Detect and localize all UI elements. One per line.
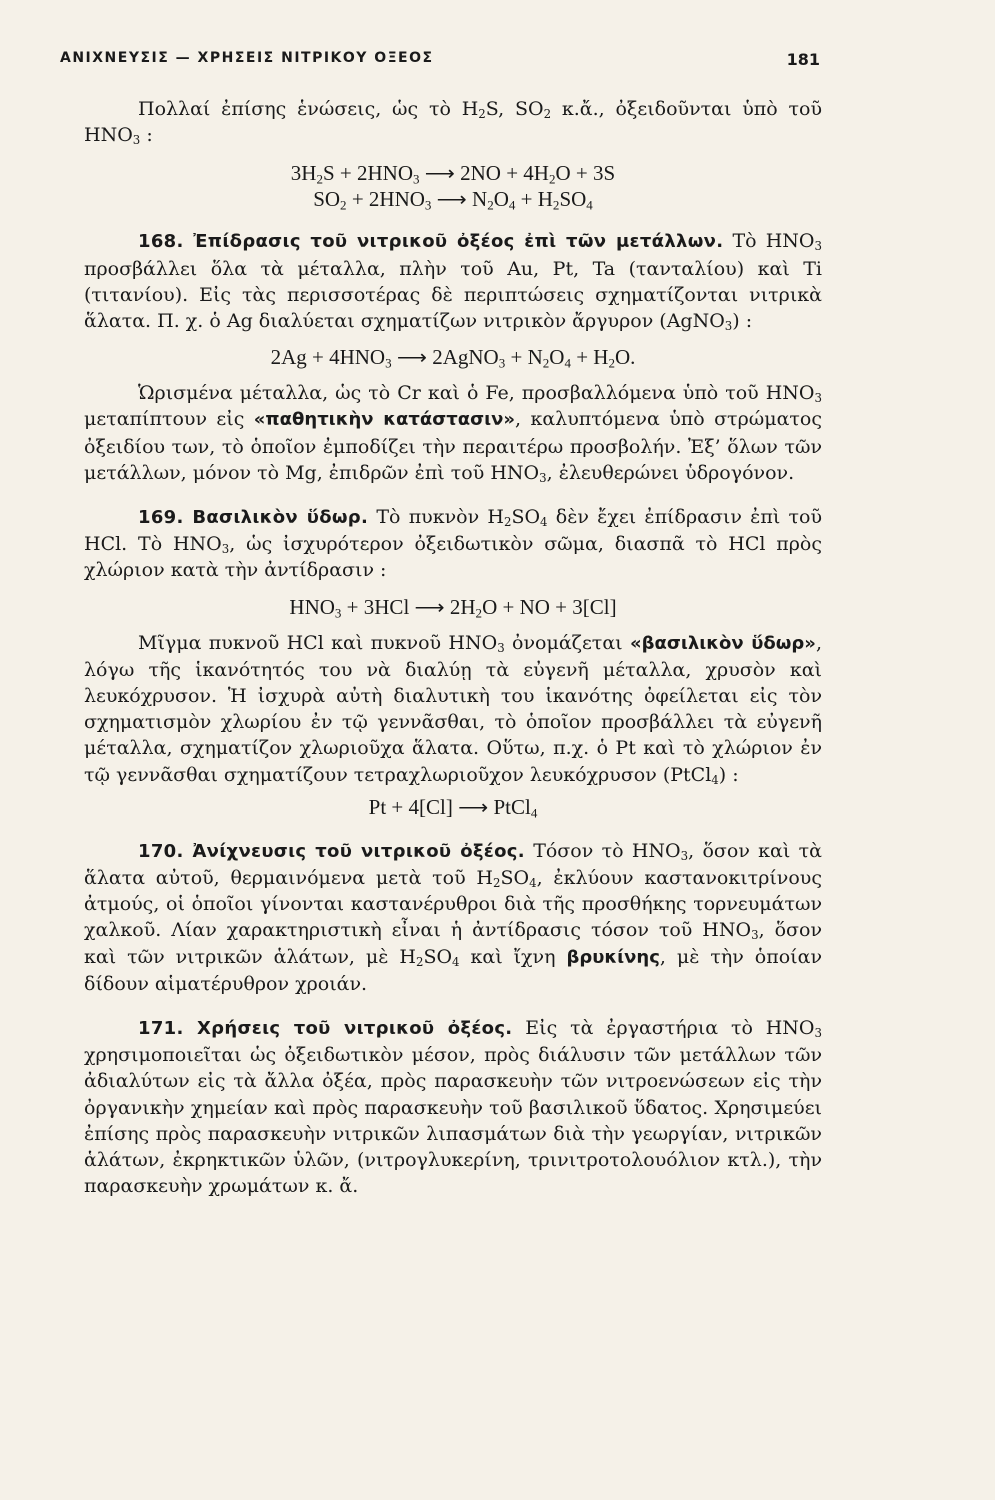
subscript: 4 (452, 954, 460, 969)
eq-part: + H (515, 187, 553, 212)
eq-part: O (549, 345, 565, 370)
subscript: 3 (221, 542, 230, 557)
subscript: 4 (529, 876, 537, 890)
equation-aqua-regia (84, 594, 822, 620)
text: Μῖγμα πυκνοῦ HCl καὶ πυκνοῦ HNO (138, 631, 498, 654)
running-head: ΑΝΙΧΝΕΥΣΙΣ — ΧΡΗΣΕΙΣ ΝΙΤΡΙΚΟΥ ΟΞΕΟΣ (60, 50, 434, 66)
text: , λόγω τῆς ἱκανότητός του νὰ διαλύῃ τὰ εὐγενῆ μέταλλα, χρυσὸν καὶ λευκόχρυσον. Ἡ ἰσχυρὰ αὐτὴ διαλυτικὴ του ἱκανότης ὀφείλεται εἰς τὸν σχηματισμὸν χλωρίου ἐν τῷ γεννᾶσθαι, τὸ ὁποῖον προσβάλλει τὰ εὐγενῆ μέταλλα, σχηματίζον χλωριοῦχα ἅλατα. Οὕτω, π.χ. ὁ Pt καὶ τὸ χλώριον ἐν τῷ γεννᾶσθαι σχηματίζουν τετραχλωριοῦχον λευκόχρυσον (PtCl (84, 631, 822, 786)
text: Εἰς τὰ ἐργαστήρια τὸ HNO (512, 1017, 815, 1040)
text: ὀνομάζεται (504, 631, 630, 654)
text: , καλυπτόμενα ὑπὸ στρώματος ὀξειδίου των, τὸ ὁποῖον ἐμποδίζει τὴν περαιτέρω προσβολήν. Ἐξ’ ὅλων τῶν μετάλλων, μόνον τὸ Mg, ἐπιδρῶν ἐπὶ τοῦ HNO (84, 408, 822, 484)
eq-part: + 2HNO (346, 187, 425, 212)
text: ) : (732, 310, 753, 333)
subscript: 2 (503, 514, 512, 529)
text: Πολλαί ἐπίσης ἑνώσεις, ὡς τὸ H (138, 98, 479, 120)
subscript: 3 (814, 391, 822, 406)
subscript: 3 (539, 470, 547, 485)
aqua-regia-paragraph (84, 630, 822, 788)
text: Τόσον τὸ HNO (524, 839, 681, 862)
equation-group-sulfur (84, 160, 822, 212)
section-171-paragraph (84, 1015, 822, 1199)
eq-part: 2Ag + 4HNO (270, 345, 386, 370)
bold-term: βρυκίνης (566, 946, 660, 968)
section-169-paragraph (84, 504, 822, 584)
subscript: 4 (530, 805, 538, 821)
subscript: 2 (478, 106, 486, 121)
subscript: 3 (385, 355, 392, 371)
section-168-title: 168. Ἐπίδρασις τοῦ νιτρικοῦ ὀξέος ἐπὶ τῶν μετάλλων. (138, 231, 724, 253)
equation-platinum (84, 794, 822, 820)
subscript: 2 (487, 197, 494, 213)
text: Τὸ HNO (723, 230, 815, 253)
bold-term: «παθητικὴν κατάστασιν» (253, 409, 516, 431)
subscript: 2 (415, 954, 424, 969)
section-171-title: 171. Χρήσεις τοῦ νιτρικοῦ ὀξέος. (138, 1018, 513, 1040)
section-169-title: 169. Βασιλικὸν ὕδωρ. (138, 507, 369, 529)
subscript: 4 (540, 514, 548, 529)
section-168-paragraph (84, 228, 822, 334)
eq-part: O + 3S (555, 161, 616, 186)
text: SO (423, 945, 453, 968)
page-number: 181 (786, 50, 820, 69)
text: Τὸ πυκνὸν H (368, 506, 504, 529)
subscript: 2 (493, 876, 501, 890)
subscript: 3 (424, 197, 432, 213)
text: μεταπίπτουν εἰς (84, 408, 254, 431)
eq-part: S + 2HNO (322, 161, 414, 186)
page-body (84, 96, 822, 1200)
eq-part: O (493, 187, 509, 212)
subscript: 3 (498, 355, 506, 371)
subscript: 3 (814, 239, 822, 254)
subscript: 4 (586, 197, 593, 213)
eq-part: O + NO + 3[Cl] (482, 594, 617, 619)
subscript: 3 (751, 928, 759, 943)
equation-so2 (84, 186, 822, 212)
text: , ὅσον καὶ τὰ ἅλατα αὐτοῦ, θερμαινόμενα μετὰ τοῦ H (84, 839, 822, 890)
text: , ἐκλύουν καστανοκιτρίνους ἀτμούς, οἱ ὁποῖοι γίνονται καστανέρυθροι διὰ τῆς προσθήκης τορνευμάτων χαλκοῦ. Λίαν χαρακτηριστικὴ εἶναι ἡ ἀντίδρασις τόσον τοῦ HNO (84, 867, 822, 942)
subscript: 3 (413, 171, 420, 187)
subscript: 3 (724, 318, 733, 333)
passivity-paragraph (84, 380, 822, 486)
equation-silver (84, 344, 822, 370)
eq-part: Pt + 4[Cl] ⟶ PtCl (368, 794, 531, 819)
text: : (140, 124, 153, 147)
eq-part: ⟶ 2NO + 4H (419, 161, 549, 186)
eq-part: + 3HCl ⟶ 2H (341, 594, 476, 619)
subscript: 2 (316, 171, 323, 187)
text: , ὡς ἰσχυρότερον ὀξειδωτικὸν σῶμα, διασπᾶ τὸ HCl πρὸς χλώριον κατὰ τὴν ἀντίδρασιν : (84, 533, 823, 582)
section-170-title: 170. Ἀνίχνευσις τοῦ νιτρικοῦ ὀξέος. (138, 840, 525, 862)
section-170-paragraph (84, 838, 822, 997)
eq-part: ⟶ 2AgNO (391, 345, 499, 370)
text: SO (511, 506, 541, 529)
eq-part: SO (559, 187, 587, 212)
subscript: 3 (497, 640, 505, 655)
subscript: 4 (508, 197, 516, 213)
eq-part: + N (505, 345, 543, 370)
text: κ.ἄ., ὀξειδοῦνται ὑπὸ τοῦ HNO (84, 98, 822, 147)
text: SO (500, 867, 530, 890)
subscript: 2 (548, 171, 556, 187)
equation-h2s (84, 160, 822, 186)
subscript: 2 (542, 355, 550, 371)
subscript: 2 (340, 197, 347, 213)
text: , μὲ τὴν ὁποίαν δίδουν αἱματέρυθρον χροιάν. (84, 945, 823, 995)
text: χρησιμοποιεῖται ὡς ὀξειδωτικὸν μέσον, πρὸς διάλυσιν τῶν μετάλλων τῶν ἀδιαλύτων εἰς τὰ ἄλλα ὀξέα, πρὸς παρασκευὴν τῶν νιτροενώσεων εἰς τὴν ὀργανικὴν χημείαν καὶ πρὸς παρασκευὴν τοῦ βασιλικοῦ ὕδατος. Χρησιμεύει ἐπίσης πρὸς παρασκευὴν νιτρικῶν λιπασμάτων διὰ τὴν γεωργίαν, νιτρικῶν ἁλάτων, ἐκρηκτικῶν ὑλῶν, (νιτρογλυκερίνη, τρινιτροτολουόλιον κτλ.), τὴν παρασκευὴν χρωμάτων κ. ἄ. (84, 1044, 822, 1198)
text: , ἐλευθερώνει ὑδρογόνον. (546, 461, 795, 484)
eq-part: ⟶ N (431, 187, 488, 212)
text: προσβάλλει ὅλα τὰ μέταλλα, πλὴν τοῦ Au, Pt, Ta (τανταλίου) καὶ Ti (τιτανίου). Εἰς τὰς περισσοτέρας δὲ περιπτώσεις σχηματίζονται νιτρικὰ ἅλατα. Π. χ. ὁ Ag διαλύεται σχηματίζων νιτρικὸν ἄργυρον (AgNO (84, 257, 822, 333)
subscript: 3 (334, 604, 342, 620)
text: δὲν ἔχει ἐπίδρασιν ἐπὶ τοῦ HCl. Τὸ HNO (84, 506, 822, 556)
eq-part: SO (313, 187, 341, 212)
intro-paragraph (84, 96, 822, 148)
subscript: 4 (564, 355, 571, 371)
text: S, SO (485, 98, 544, 120)
eq-part: + H (570, 345, 609, 370)
subscript: 3 (132, 133, 141, 148)
subscript: 2 (608, 355, 615, 371)
eq-part: O. (614, 345, 636, 370)
subscript: 2 (552, 197, 560, 213)
subscript: 2 (475, 604, 483, 620)
page-header (60, 46, 820, 76)
subscript: 3 (814, 1026, 823, 1041)
eq-part: 3H (290, 161, 317, 186)
text: ) : (718, 763, 739, 786)
text: Ὡρισμένα μέταλλα, ὡς τὸ Cr καὶ ὁ Fe, προσβαλλόμενα ὑπὸ τοῦ HNO (138, 382, 815, 405)
bold-term: «βασιλικὸν ὕδωρ» (629, 632, 816, 654)
text: , ὅσον καὶ τῶν νιτρικῶν ἁλάτων, μὲ H (84, 919, 823, 968)
subscript: 2 (543, 106, 552, 121)
eq-part: HNO (289, 594, 335, 619)
text: καὶ ἴχνη (459, 945, 567, 968)
subscript: 3 (680, 848, 689, 863)
subscript: 4 (711, 772, 719, 787)
